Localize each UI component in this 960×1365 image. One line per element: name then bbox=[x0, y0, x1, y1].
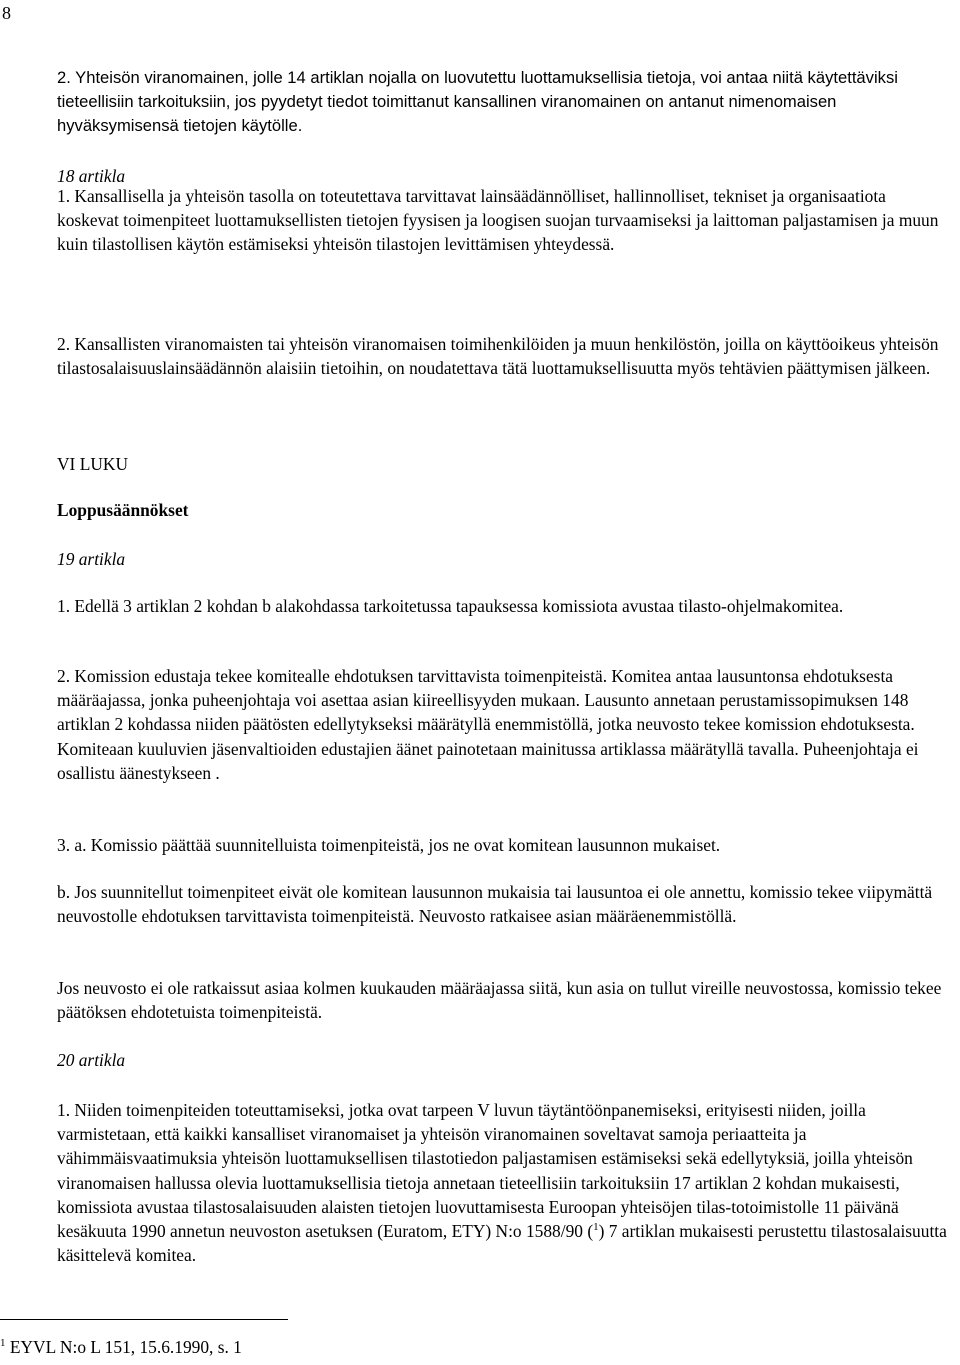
paragraph-20-1-tail: 7 artiklan mukaisesti perustettu tilastosalaisuutta käsittelevä komitea. bbox=[57, 1221, 947, 1266]
footnote-separator bbox=[0, 1319, 288, 1320]
paragraph-19-3a: 3. a. Komissio päättää suunnitelluista toimenpiteistä, jos ne ovat komitean lausunnon mukaiset. bbox=[57, 835, 721, 855]
chapter-heading: VI LUKU bbox=[57, 454, 128, 474]
paragraph-19-2: 2. Komission edustaja tekee komitealle ehdotuksen tarvittavista toimenpiteistä. Komitea antaa lausuntonsa ehdotuksesta määräajassa, jonka puheenjohtaja voi asettaa asian kiireellisyyden mukaan. Lausunto annetaan perustamissopimuksen 148 artiklan 2 kohdassa niiden päätösten edellytykseksi määrätyllä enemmistöllä, jotka neuvosto tekee komission ehdotuksesta. Komiteaan kuuluvien jäsenvaltioiden edustajien äänet painotetaan mainitussa artiklassa määrätyllä tavalla. Puheenjohtaja ei osallistu äänestykseen . bbox=[57, 666, 919, 783]
article-18-heading: 18 artikla bbox=[57, 166, 126, 186]
footnote-marker: 1 bbox=[0, 1337, 6, 1350]
paragraph-19-3b: b. Jos suunnitellut toimenpiteet eivät ole komitean lausunnon mukaisia tai lausuntoa ei ole annettu, komissio tekee viipymättä neuvostolle ehdotuksen tarvittavista toimenpiteistä. Neuvosto ratkaisee asian määräenemmistöllä. bbox=[57, 882, 933, 927]
paragraph-18-2: 2. Kansallisten viranomaisten tai yhteisön viranomaisen toimihenkilöiden ja muun henkilöstön, joilla on käyttöoikeus yhteisön tilastosalaisuuslainsäädännön alaisiin tietoihin, on noudatettava tätä luottamuksellisuutta myös tehtävien päättymisen jälkeen. bbox=[57, 334, 939, 379]
footnote bbox=[0, 1336, 242, 1358]
paragraph-19-3b-cont: Jos neuvosto ei ole ratkaissut asiaa kolmen kuukauden määräajassa siitä, kun asia on tullut vireille neuvostossa, komissio tekee päätöksen ehdotetuista toimenpiteistä. bbox=[57, 978, 942, 1023]
footnote-text: EYVL N:o L 151, 15.6.1990, s. 1 bbox=[9, 1337, 242, 1357]
article-20-heading: 20 artikla bbox=[57, 1050, 126, 1070]
paragraph-18-1: 1. Kansallisella ja yhteisön tasolla on toteutettava tarvittavat lainsäädännölliset, hallinnolliset, tekniset ja organisaatiota koskevat toimenpiteet luottamuksellisten tietojen fyysisen ja loogisen suojan turvaamiseksi ja laittoman paljastamisen ja muun kuin tilastollisen käytön estämiseksi yhteisön tilastojen levittämisen yhteydessä. bbox=[57, 186, 939, 255]
page-number: 8 bbox=[2, 3, 11, 23]
section-title: Loppusäännökset bbox=[57, 500, 189, 520]
paragraph-19-1: 1. Edellä 3 artiklan 2 kohdan b alakohdassa tarkoitetussa tapauksessa komissiota avustaa tilasto-ohjelmakomitea. bbox=[57, 596, 844, 616]
footnote-reference[interactable]: 1 bbox=[593, 1221, 599, 1234]
paragraph-20-1: 1. Niiden toimenpiteiden toteuttamiseksi, jotka ovat tarpeen V luvun täytäntöönpanemiseksi, erityisesti niiden, joilla varmistetaan, että kaikki kansalliset viranomaiset ja yhteisön viranomainen soveltavat samoja periaatteita ja vähimmäisvaatimuksia yhteisön luottamuksellisen tilastotiedon paljastamisen estämiseksi sekä edellytyksiä, joilla yhteisön viranomaisen hallussa olevia luottamuksellisia tietoja annetaan tieteellisiin tarkoituksiin 17 artiklan 2 kohdan mukaisesti, komissiota avustaa tilastosalaisuuden alaisten tietojen luovuttamisesta Euroopan yhteisöjen tilas-totoimistolle 11 päivänä kesäkuuta 1990 annetun neuvoston asetuksen (Euratom, ETY) N:o 1588/90 ($^1$) 7 artiklan mukaisesti perustettu tilastosalaisuutta käsittelevä komitea. bbox=[57, 1100, 947, 1266]
paragraph-20-1-text: 1. Niiden toimenpiteiden toteuttamiseksi, jotka ovat tarpeen V luvun täytäntöönpanemiseksi, erityisesti niiden, joilla varmistetaan, että kaikki kansalliset viranomaiset ja yhteisön viranomainen soveltavat samoja periaatteita ja vähimmäisvaatimuksia yhteisön luottamuksellisen tilastotiedon paljastamisen estämiseksi sekä edellytyksiä, joilla yhteisön viranomaisen hallussa olevia luottamuksellisia tietoja annetaan tieteellisiin tarkoituksiin 17 artiklan 2 kohdan mukaisesti, komissiota avustaa tilastosalaisuuden alaisten tietojen luovuttamisesta Euroopan yhteisöjen tilas-totoimistolle 11 päivänä kesäkuuta 1990 annetun neuvoston asetuksen (Euratom, ETY) N:o 1588/90 bbox=[57, 1100, 913, 1242]
paragraph-17-2: 2. Yhteisön viranomainen, jolle 14 artiklan nojalla on luovutettu luottamuksellisia tietoja, voi antaa niitä käytettäviksi tieteellisiin tarkoituksiin, jos pyydetyt tiedot toimittanut kansallinen viranomainen on antanut nimenomaisen hyväksymisensä tietojen käytölle. bbox=[57, 68, 898, 136]
article-19-heading: 19 artikla bbox=[57, 549, 126, 569]
